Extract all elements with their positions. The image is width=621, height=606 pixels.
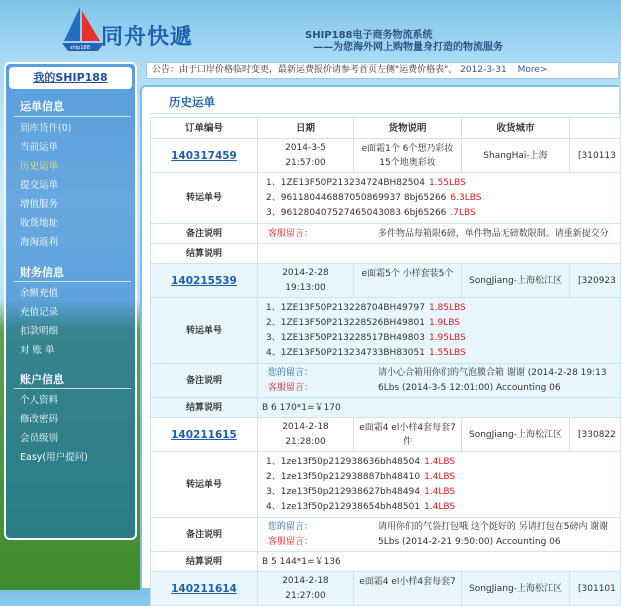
goods-description-line1: e面霜4 el小样4套每套7 (359, 423, 456, 433)
tracking-weight: 1.4LBS (424, 502, 456, 512)
remarks-content (258, 518, 621, 552)
order-date: 2014-2-18 (282, 576, 329, 586)
tracking-weight: 1.9LBS (428, 318, 460, 328)
order-date-cell (258, 264, 354, 298)
goods-description-line1: e面霜5个 小样套装5个 (361, 269, 454, 279)
sidebar-item-current-waybill[interactable]: 当前运单 (20, 142, 59, 153)
section-divider (14, 281, 131, 282)
goods-description-line2: 件 (402, 437, 412, 447)
column-header-date: 日期 (258, 117, 354, 139)
tracking-label: 转运单号 (150, 452, 258, 518)
postal-code: [320923 (570, 264, 621, 298)
tracking-index: 3、 (266, 333, 281, 343)
tracking-weight: 1.4LBS (424, 457, 456, 467)
tracking-code[interactable]: 961280407527465043083 6bj65266 (280, 208, 447, 218)
cs-message-text: 5Lbs (2014-2-21 9:50:00) Accounting 06 (378, 537, 561, 547)
sidebar-item-deductions[interactable]: 扣款明细 (20, 326, 59, 337)
tracking-index: 1、 (266, 303, 281, 313)
tracking-code[interactable]: 1ze13f50p212938636bh48504 (280, 457, 421, 467)
goods-description-line1: e面霜4 el小样4套每套7 (359, 577, 456, 587)
tracking-index: 1、 (266, 457, 281, 467)
tracking-item (266, 331, 620, 346)
tracking-item (266, 470, 620, 485)
order-date: 2014-2-28 (282, 268, 329, 278)
cs-message-label: 客服留言： (268, 229, 314, 239)
settlement-label: 结算说明 (150, 244, 258, 264)
tracking-index: 1、 (266, 178, 281, 188)
section-title-finance: 财务信息 (20, 266, 64, 279)
your-message-label: 您的留言： (268, 522, 314, 532)
sidebar-item-recharge-records[interactable]: 充值记录 (20, 307, 59, 318)
tracking-label: 转运单号 (150, 173, 258, 224)
sidebar-item-password[interactable]: 修改密码 (20, 414, 59, 425)
title-divider (150, 113, 621, 114)
postal-code: [330822 (570, 418, 621, 452)
tracking-item (266, 346, 620, 361)
remarks-label: 备注说明 (150, 364, 258, 398)
your-message-text: 请小心合箱用你们的气泡膜合箱 谢谢 (2014-2-28 19:13 (378, 368, 607, 378)
goods-description-line2: 15个地奥彩妆 (379, 158, 436, 168)
goods-description-cell (354, 139, 462, 173)
tracking-code[interactable]: 1ZE13F50P213228526BH49801 (280, 318, 425, 328)
tracking-item (266, 206, 620, 221)
tracking-index: 4、 (266, 348, 281, 358)
column-header-extra (570, 117, 621, 139)
announcement-text: 公告：由于口岸价格临时变更，最新运费报价请参考首页左侧"运费价格表"。 (152, 65, 458, 75)
sidebar-item-history-waybill[interactable]: 历史运单 (20, 161, 59, 172)
sidebar-item-profile[interactable]: 个人资料 (20, 395, 59, 406)
tracking-code[interactable]: 1ze13f50p212938887bh48410 (280, 472, 421, 482)
order-time: 21:28:00 (285, 437, 326, 447)
tracking-weight: 1.4LBS (424, 487, 456, 497)
sail-logo-icon[interactable] (60, 5, 106, 53)
postal-code: [310113 (570, 139, 621, 173)
history-waybill-table (150, 117, 621, 601)
receiving-city: ShangHai-上海 (462, 139, 570, 173)
slogan-line-2: ——为您海外网上购物量身打造的物流服务 (313, 42, 503, 53)
tracking-item (266, 301, 620, 316)
order-number-link[interactable]: 140317459 (150, 139, 258, 173)
tracking-index: 2、 (266, 193, 281, 203)
announcement-date: 2012-3-31 (460, 65, 507, 75)
settlement-label: 结算说明 (150, 398, 258, 418)
column-header-city: 收货城市 (462, 117, 570, 139)
tracking-code[interactable]: 1ZE13F50P213228704BH49797 (280, 303, 425, 313)
cs-message-label: 客服留言： (268, 537, 314, 547)
tracking-weight: 1.55LBS (428, 348, 466, 358)
tracking-index: 3、 (266, 487, 281, 497)
tracking-weight: 1.4LBS (424, 472, 456, 482)
tracking-item (266, 455, 620, 470)
postal-code: [301101 (570, 572, 621, 606)
sidebar-item-statement[interactable]: 对 账 单 (20, 345, 55, 356)
order-time: 21:57:00 (285, 158, 326, 168)
sidebar (4, 62, 137, 540)
tracking-weight: .7LBS (450, 208, 476, 218)
page-title: 历史运单 (169, 95, 215, 109)
order-date-cell (258, 572, 354, 606)
sidebar-item-member-level[interactable]: 会员级别 (20, 433, 59, 444)
tracking-index: 4、 (266, 502, 281, 512)
remarks-content (258, 224, 621, 244)
main-panel (140, 85, 619, 601)
order-date-cell (258, 139, 354, 173)
tracking-list (258, 452, 621, 518)
goods-description-cell (354, 572, 462, 606)
sidebar-item-easy-faq[interactable]: Easy(用户提问) (20, 452, 88, 463)
order-date: 2014-2-18 (282, 422, 329, 432)
tracking-weight: 6.3LBS (450, 193, 482, 203)
your-message-text: 请用你们的气袋打包哦 这个挺好的 另请打包在5磅内 谢谢 (378, 522, 609, 532)
tracking-list (258, 298, 621, 364)
sidebar-item-value-added[interactable]: 增值服务 (20, 199, 59, 210)
settlement-text: B 5 144*1=￥136 (258, 552, 621, 572)
brand-name[interactable]: 同舟快遞 (101, 25, 194, 50)
sidebar-item-address[interactable]: 收货地址 (20, 218, 59, 229)
tracking-list (258, 173, 621, 224)
remarks-label: 备注说明 (150, 518, 258, 552)
order-time: 21:27:00 (285, 591, 326, 601)
goods-description-line1: e面霜1个 6个想乃彩妆 (361, 144, 454, 154)
order-time: 19:13:00 (285, 283, 326, 293)
tracking-item (266, 176, 620, 191)
cs-message-text: 6Lbs (2014-3-5 12:01:00) Accounting 06 (378, 383, 561, 393)
sidebar-item-rebate[interactable]: 海淘返利 (20, 237, 59, 248)
tracking-code[interactable]: 1ZE13F50P213234733BH83051 (280, 348, 425, 358)
settlement-text (258, 244, 621, 264)
announcement-bar (146, 62, 619, 79)
sail-logo-text: ship188 (70, 45, 90, 51)
section-title-waybill: 运单信息 (20, 100, 64, 113)
site-header (0, 0, 619, 62)
goods-description-cell (354, 418, 462, 452)
receiving-city: SongJiang-上海松江区 (462, 418, 570, 452)
sidebar-item-submit-waybill[interactable]: 提交运单 (20, 180, 59, 191)
your-message-label: 您的留言： (268, 368, 314, 378)
tracking-index: 2、 (266, 318, 281, 328)
tracking-item (266, 316, 620, 331)
tracking-item (266, 485, 620, 500)
tracking-code[interactable]: 1ZE13F50P213234724BH82504 (280, 178, 425, 188)
tracking-label: 转运单号 (150, 298, 258, 364)
section-divider (14, 116, 131, 117)
tracking-item (266, 500, 620, 515)
tracking-code[interactable]: 1ze13f50p212938654bh48501 (280, 502, 421, 512)
tracking-weight: 1.85LBS (428, 303, 466, 313)
section-divider (14, 388, 131, 389)
remarks-label: 备注说明 (150, 224, 258, 244)
order-number-link[interactable]: 140211614 (150, 572, 258, 606)
tracking-code[interactable]: 961180446887050869937 8bj65266 (280, 193, 447, 203)
tracking-index: 3、 (266, 208, 281, 218)
cs-message-label: 客服留言： (268, 383, 314, 393)
tracking-item (266, 191, 620, 206)
cs-message-text: 多件物品每箱限6磅，单件物品无磅数限制。请重新提交分 (378, 229, 609, 239)
receiving-city: SongJiang-上海松江区 (462, 264, 570, 298)
column-header-order-no: 订单编号 (150, 117, 258, 139)
tracking-code[interactable]: 1ZE13F50P213228517BH49803 (280, 333, 425, 343)
goods-description-cell (354, 264, 462, 298)
receiving-city: SongJiang-上海松江区 (462, 572, 570, 606)
sidebar-item-recharge[interactable]: 余额充值 (20, 288, 59, 299)
order-number-link[interactable]: 140211615 (150, 418, 258, 452)
sidebar-item-arrived[interactable]: 到库货件(0) (20, 123, 72, 134)
slogan-line-1: SHIP188电子商务物流系统 (305, 30, 433, 41)
remarks-content (258, 364, 621, 398)
tracking-weight: 1.55LBS (428, 178, 466, 188)
tracking-weight: 1.95LBS (428, 333, 466, 343)
more-link[interactable]: More> (517, 65, 548, 75)
order-number-link[interactable]: 140215539 (150, 264, 258, 298)
tracking-index: 2、 (266, 472, 281, 482)
order-date-cell (258, 418, 354, 452)
order-date: 2014-3-5 (285, 143, 326, 153)
column-header-goods: 货物说明 (354, 117, 462, 139)
settlement-text: B 6 170*1=￥170 (258, 398, 621, 418)
tracking-code[interactable]: 1ze13f50p212938627bh48494 (280, 487, 421, 497)
settlement-label: 结算说明 (150, 552, 258, 572)
section-title-account: 账户信息 (20, 373, 64, 386)
my-ship188-link[interactable]: 我的SHIP188 (9, 67, 132, 89)
